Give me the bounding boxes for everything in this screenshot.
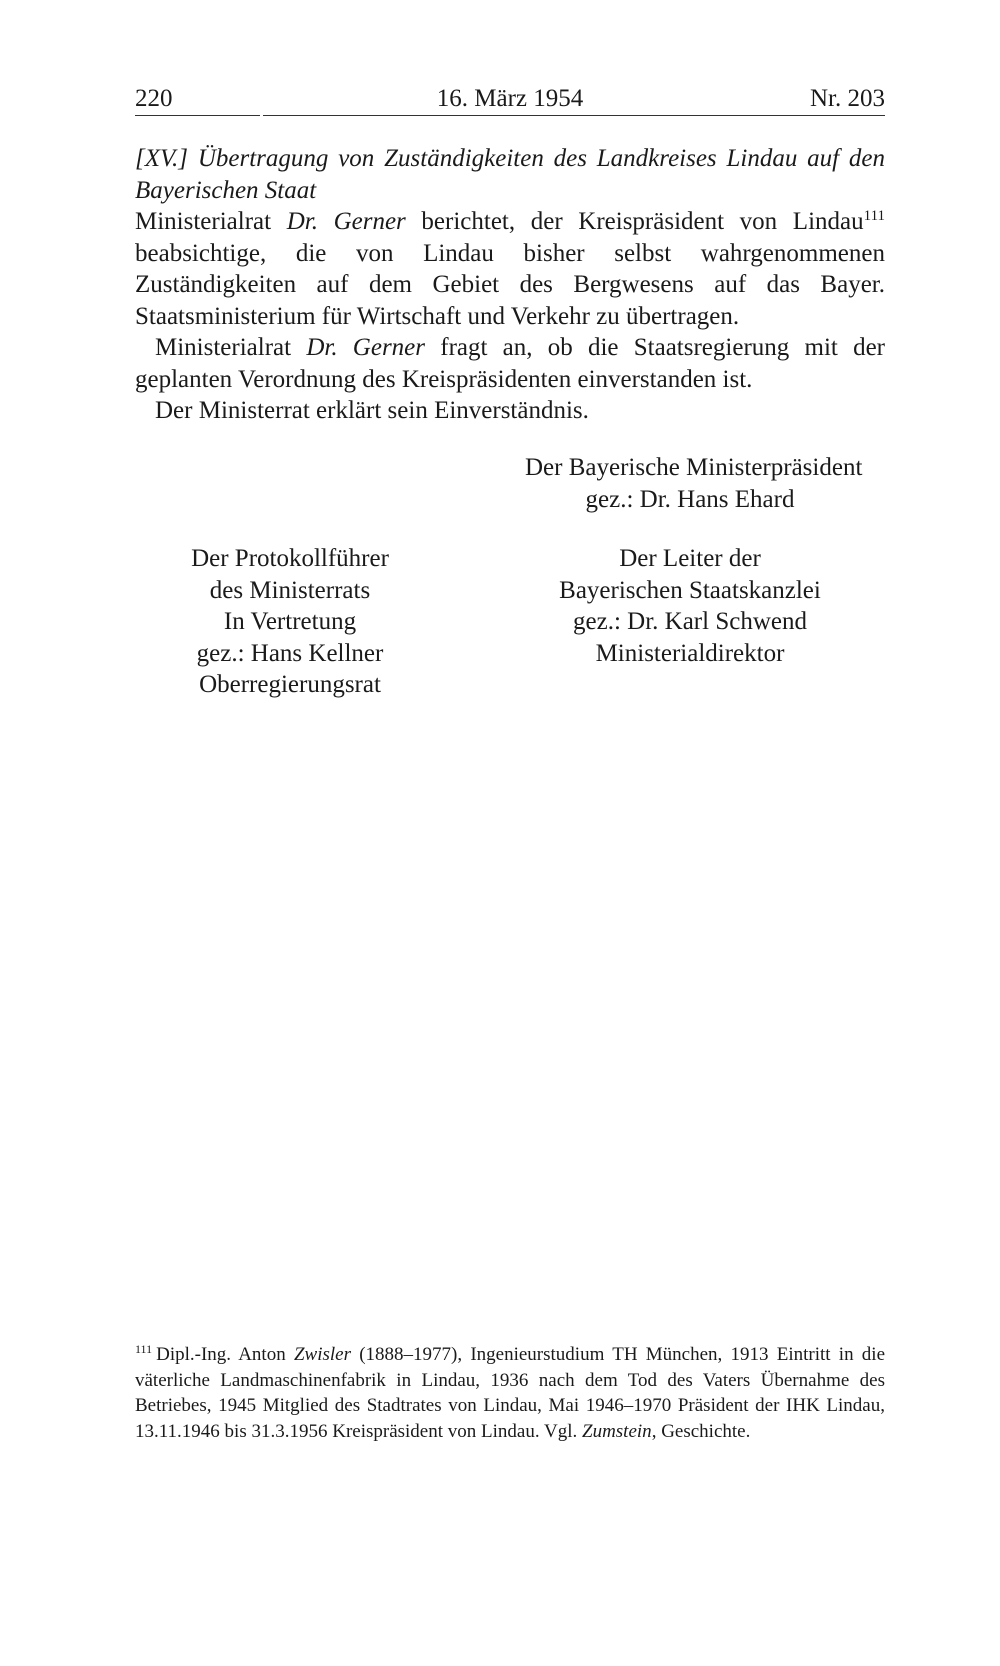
running-header bbox=[135, 82, 885, 116]
person-name: Dr. Gerner bbox=[306, 334, 426, 361]
paragraph-text: fragt an, ob die Staatsregierung mit der geplanten Verordnung des Kreispräsidenten einverstanden ist. bbox=[135, 334, 885, 393]
signature-line: Der Protokollführer bbox=[191, 545, 389, 572]
footnote-segment: , Geschichte. bbox=[651, 1420, 751, 1442]
signature-line: gez.: Dr. Hans Ehard bbox=[585, 485, 795, 513]
header-rule-left bbox=[135, 115, 260, 116]
protocol-number: Nr. 203 bbox=[810, 85, 885, 112]
footnote-person-name: Zwisler bbox=[293, 1344, 351, 1365]
signature-line: gez.: Hans Kellner bbox=[196, 639, 384, 667]
person-name: Dr. Gerner bbox=[286, 208, 406, 235]
section-number: [XV.] bbox=[135, 145, 189, 172]
signature-line: Der Leiter der bbox=[619, 545, 761, 572]
footnote-segment: Dipl.-Ing. Anton bbox=[156, 1344, 294, 1365]
paragraph-question bbox=[135, 332, 885, 395]
signature-chancellery-head bbox=[535, 543, 845, 669]
main-text bbox=[135, 143, 885, 427]
footnote bbox=[135, 1342, 885, 1444]
paragraph-decision: Der Ministerrat erklärt sein Einverständnis. bbox=[155, 397, 589, 424]
paragraph-text: beabsichtige, die von Lindau bisher selbst wahrgenommenen Zuständigkeiten auf dem Gebiet des Bergwesens auf das Bayer. Staatsministerium für Wirtschaft und Verkehr zu übertragen. bbox=[135, 239, 885, 330]
signature-line: Bayerischen Staatskanzlei bbox=[559, 576, 821, 604]
document-page bbox=[135, 0, 885, 1666]
footnote-number: 111 bbox=[135, 1342, 153, 1356]
signature-line: gez.: Dr. Karl Schwend bbox=[573, 608, 807, 635]
paragraph-text: berichtet, der Kreispräsident von Lindau bbox=[405, 208, 864, 235]
page-number: 220 bbox=[135, 85, 173, 112]
signature-minister-president bbox=[525, 452, 863, 515]
footnote-segment: (1888–1977), Ingenieurstudium TH München, 1913 Eintritt in die väterliche Landmaschinenfabrik in Lindau, 1936 nach dem Tod des Vaters Übernahme des Betriebes, 1945 Mitglied des Stadtrates von Lindau, Mai 1946–1970 Präsident der IHK Lindau, 13.11.1946 bis 31.3.1956 Kreispräsident von Lindau. Vgl. bbox=[135, 1344, 886, 1442]
paragraph-text: Ministerialrat bbox=[155, 334, 307, 361]
footnote-reference[interactable]: 111 bbox=[863, 208, 886, 224]
signature-protocol-keeper bbox=[165, 543, 415, 701]
footnote-reference-author: Zumstein bbox=[582, 1420, 652, 1442]
signature-line: In Vertretung bbox=[223, 608, 357, 635]
paragraph-text: Ministerialrat bbox=[135, 208, 287, 235]
signature-line: des Ministerrats bbox=[209, 576, 371, 604]
paragraph-report bbox=[135, 206, 885, 332]
signature-line: Oberregierungsrat bbox=[199, 671, 381, 698]
header-rule-right bbox=[263, 115, 885, 116]
section-heading bbox=[135, 143, 885, 206]
header-date: 16. März 1954 bbox=[436, 85, 584, 112]
footnote-text bbox=[135, 1342, 885, 1444]
section-title: Übertragung von Zuständigkeiten des Landkreises Lindau auf den Bayerischen Staat bbox=[135, 145, 885, 204]
signature-line: Ministerialdirektor bbox=[595, 639, 785, 667]
signature-line: Der Bayerische Ministerpräsident bbox=[525, 454, 863, 481]
